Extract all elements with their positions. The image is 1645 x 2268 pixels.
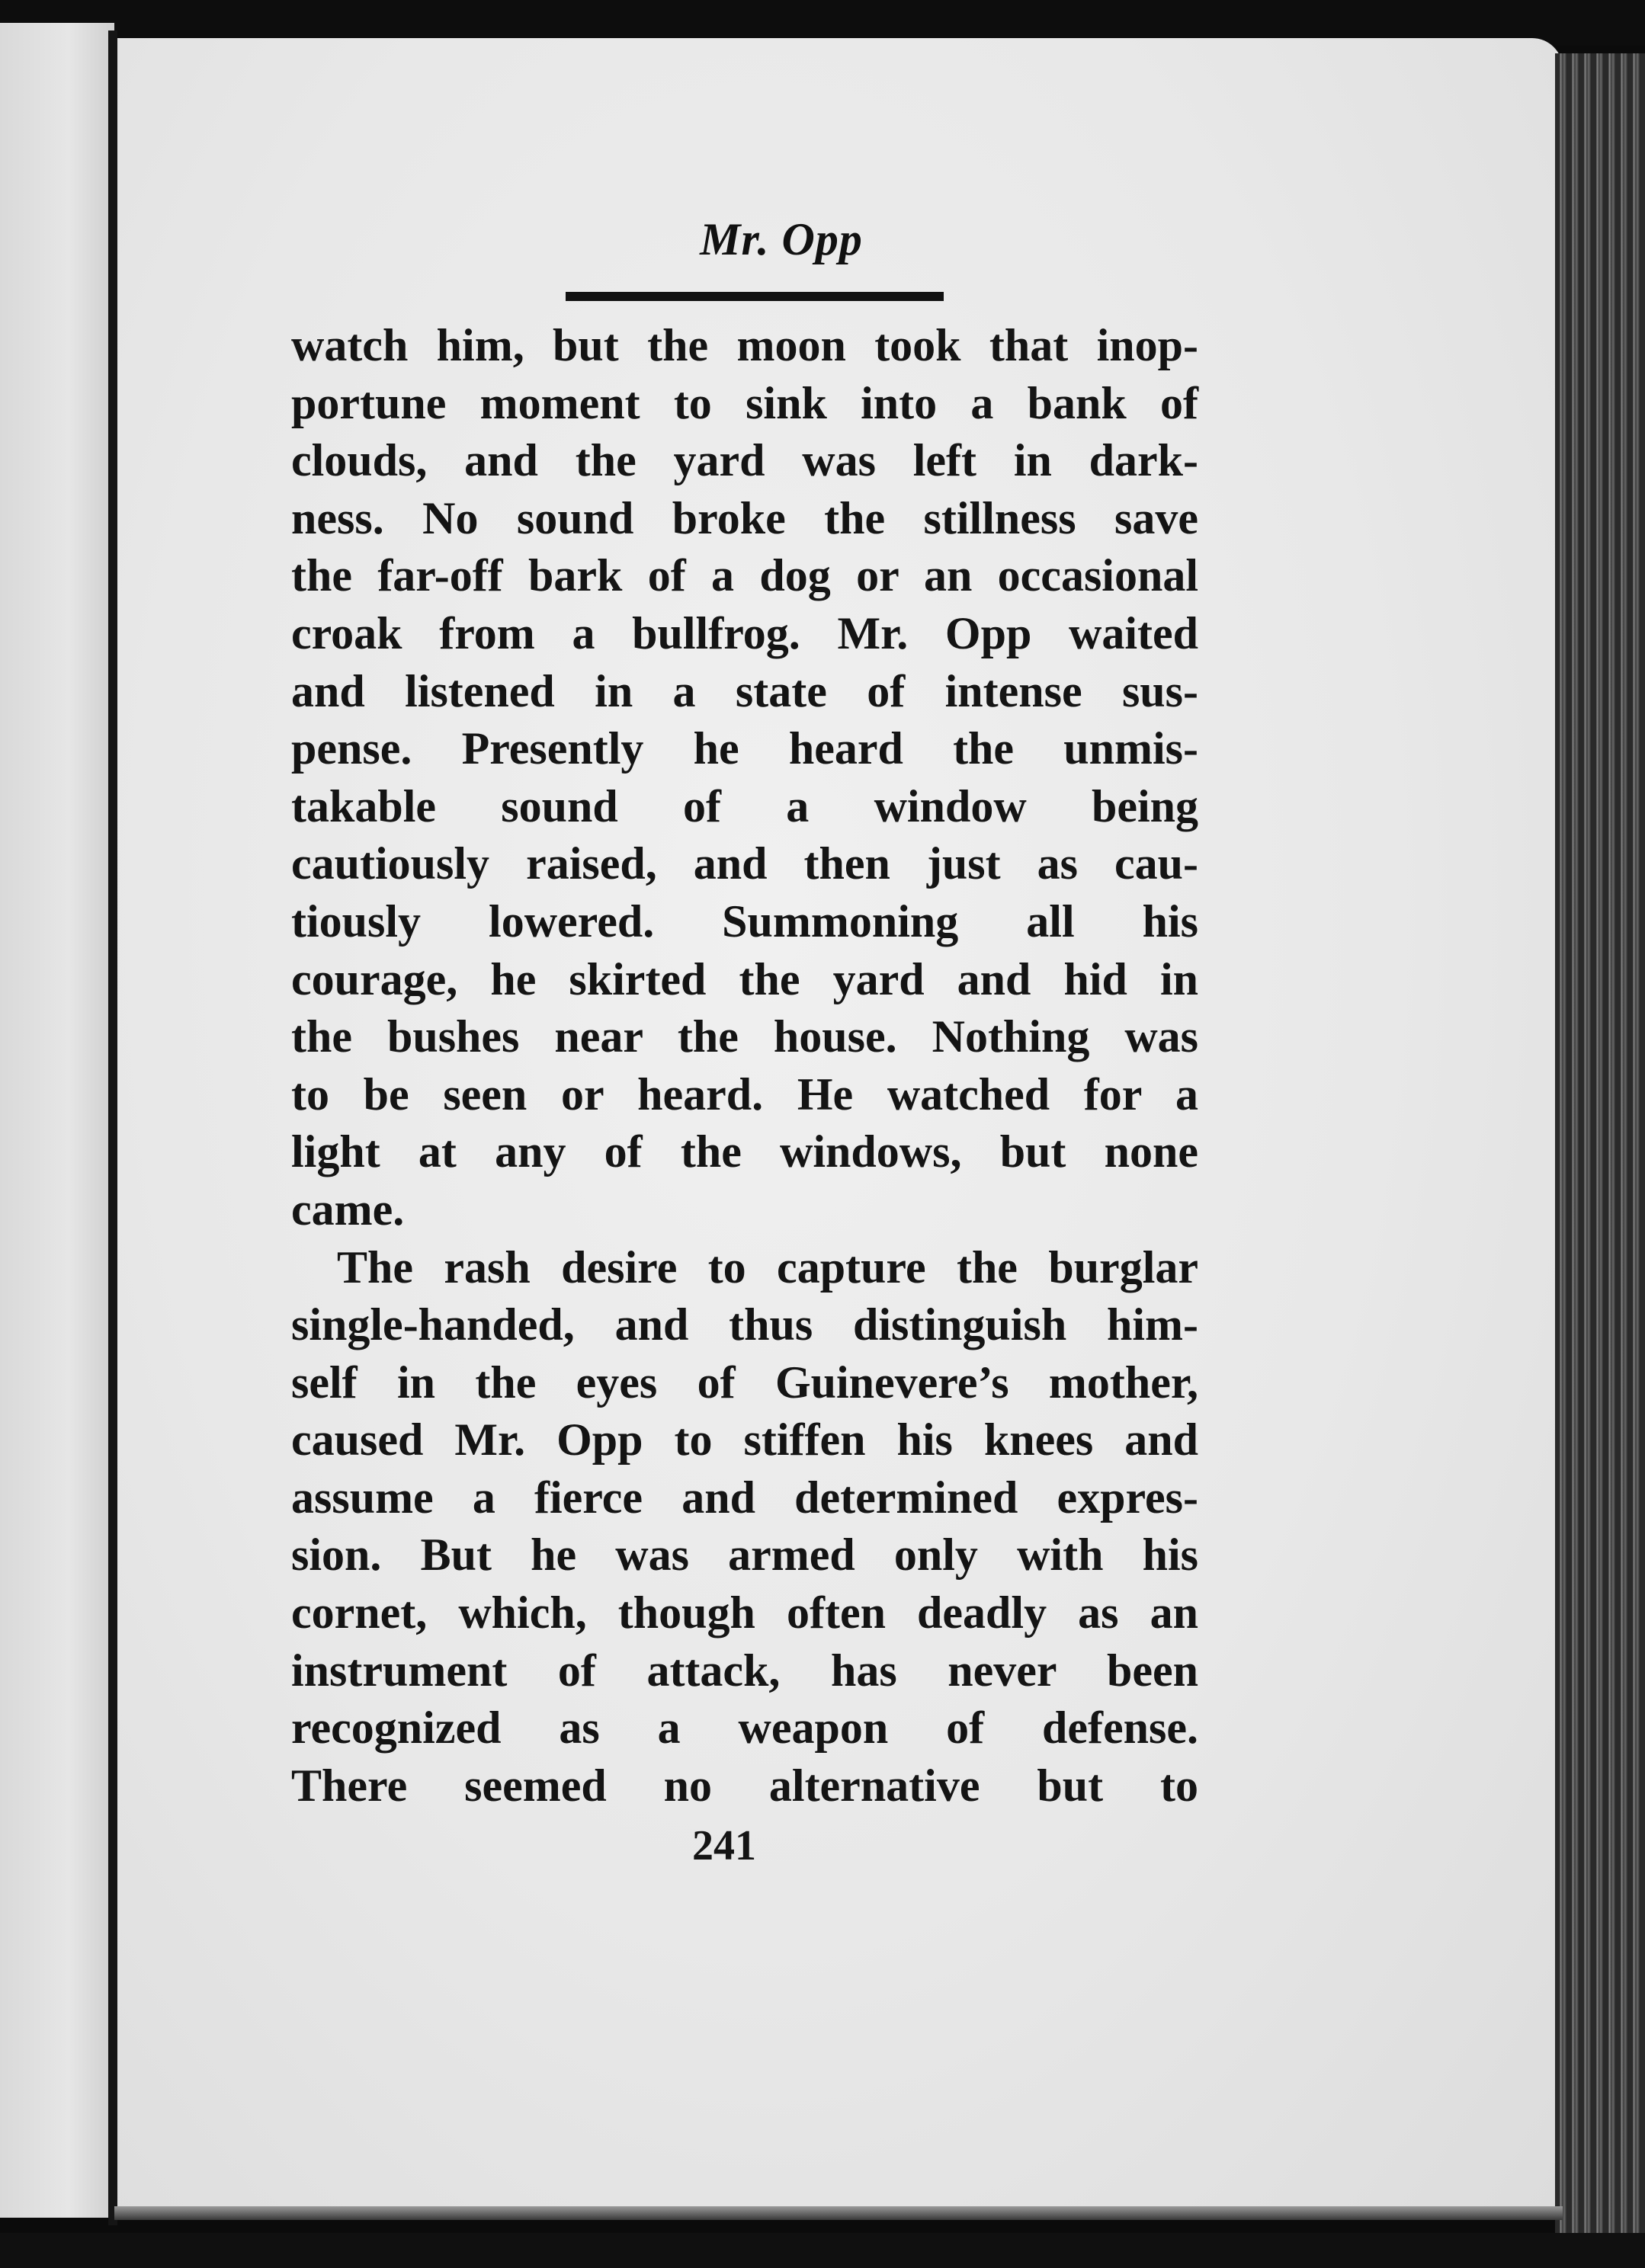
book-gutter [108,30,117,2225]
page-number: 241 [692,1822,756,1869]
text-line: There seemed no alternative but to [291,1760,1198,1811]
body-text [291,317,1198,1815]
text-line: caused Mr. Opp to stiffen his knees and [291,1414,1198,1466]
running-head: Mr. Opp [700,214,863,264]
text-line: assume a fierce and determined expres- [291,1472,1198,1523]
text-line: light at any of the windows, but none [291,1126,1198,1177]
text-line: cornet, which, though often deadly as an [291,1587,1198,1639]
scan-background-bottom [0,2233,1645,2268]
text-line: watch him, but the moon took that inop- [291,320,1198,370]
page-bottom-edge [114,2206,1563,2220]
text-line: came. [291,1184,405,1235]
text-line: croak from a bullfrog. Mr. Opp waited [291,607,1198,658]
text-line: ness. No sound broke the stillness save [291,492,1198,543]
text-line: courage, he skirted the yard and hid in [291,953,1198,1004]
running-head-rule [566,292,944,301]
text-line: pense. Presently he heard the unmis- [291,723,1198,774]
text-line: sion. But he was armed only with his [291,1530,1198,1581]
text-line: The rash desire to capture the burglar [337,1241,1198,1293]
text-line: cautiously raised, and then just as cau- [291,838,1198,889]
text-line: self in the eyes of Guinevere’s mother, [291,1357,1198,1408]
text-line: to be seen or heard. He watched for a [291,1068,1198,1120]
text-line: and listened in a state of intense sus- [291,665,1198,716]
text-line: clouds, and the yard was left in dark- [291,435,1198,486]
text-line: single-handed, and thus distinguish him- [291,1299,1198,1350]
text-line: the bushes near the house. Nothing was [291,1011,1198,1062]
text-line: portune moment to sink into a bank of [291,377,1198,428]
text-line: recognized as a weapon of defense. [291,1703,1198,1754]
text-line: instrument of attack, has never been [291,1645,1198,1696]
text-line: the far-off bark of a dog or an occasional [291,550,1198,601]
text-line: takable sound of a window being [291,780,1198,831]
page-block-edge [1555,53,1645,2233]
facing-page-edge [0,23,114,2218]
text-line: tiously lowered. Summoning all his [291,895,1198,947]
